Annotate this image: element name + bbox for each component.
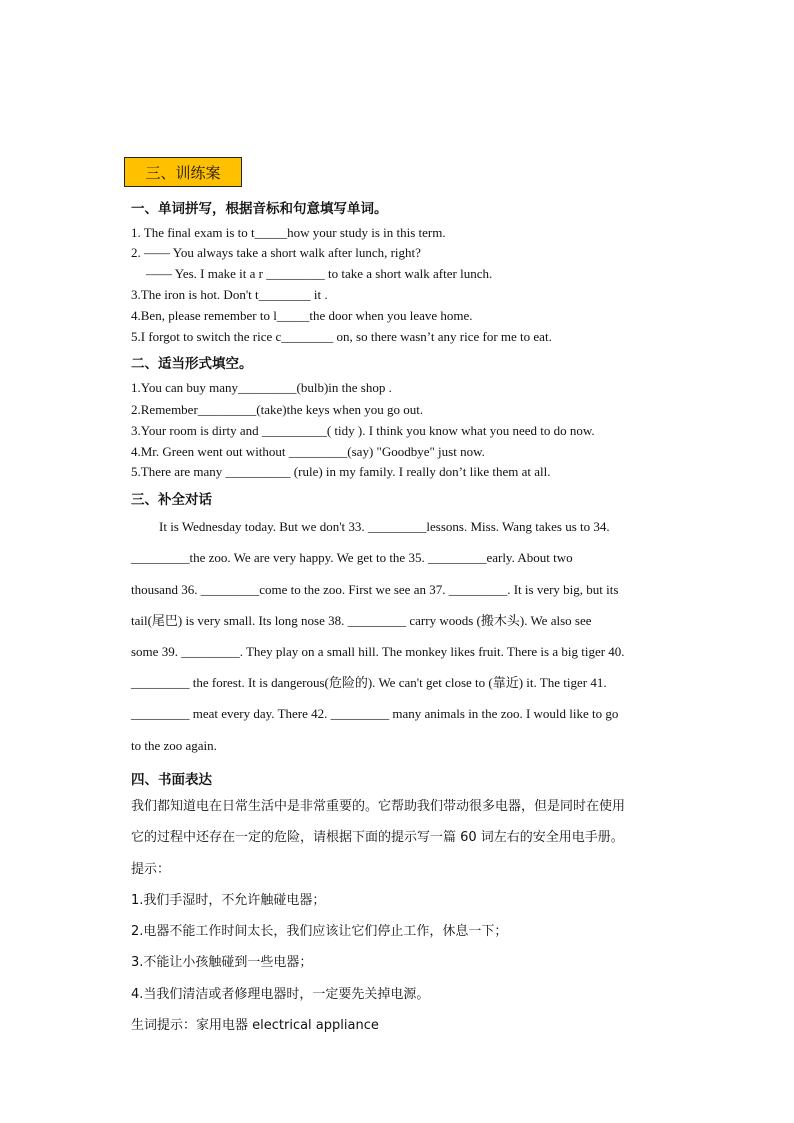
part1-item-4: 4.Ben, please remember to l_____the door when you leave home.: [131, 308, 473, 323]
part2-item-3: 3.Your room is dirty and __________( tidy ). I think you know what you need to do now.: [131, 423, 595, 438]
part4-line-4: 1.我们手湿时，不允许触碰电器；: [131, 893, 326, 908]
part4-line-7: 4.当我们清洁或者修理电器时，一定要先关掉电源。: [131, 987, 430, 1002]
part2-item-2: 2.Remember_________(take)the keys when you go out.: [131, 402, 424, 417]
part2-item-4: 4.Mr. Green went out without _________(say) "Goodbye" just now.: [131, 444, 485, 459]
part1-heading: 一、单词拼写，根据音标和句意填写单词。: [131, 201, 388, 217]
part4-line-6: 3.不能让小孩触碰到一些电器；: [131, 955, 313, 970]
part3-line-7: _________ meat every day. There 42. _________ many animals in the zoo. I would like to go: [131, 706, 619, 721]
part4-line-5: 2.电器不能工作时间太长，我们应该让它们停止工作，休息一下；: [131, 924, 508, 939]
part1-item-1: 1. The final exam is to t_____how your study is in this term.: [131, 225, 446, 240]
part1-item-3: 3.The iron is hot. Don't t________ it .: [131, 287, 328, 302]
part1-item-2: 2. —— You always take a short walk after lunch, right?: [131, 245, 421, 260]
part4-line-8: 生词提示：家用电器 electrical appliance: [131, 1018, 379, 1033]
part3-line-2: _________the zoo. We are very happy. We get to the 35. _________early. About two: [131, 550, 573, 565]
part4-heading: 四、书面表达: [131, 772, 212, 788]
part3-heading: 三、补全对话: [131, 492, 212, 508]
part3-line-1: It is Wednesday today. But we don't 33. _________lessons. Miss. Wang takes us to 34.: [159, 519, 610, 534]
part2-heading: 二、适当形式填空。: [131, 356, 253, 372]
part1-item-2-reply: —— Yes. I make it a r _________ to take a short walk after lunch.: [146, 266, 493, 281]
part3-line-6: _________ the forest. It is dangerous(危险的). We can't get close to (靠近) it. The tiger 41.: [131, 675, 607, 690]
part4-line-3: 提示：: [131, 862, 171, 877]
part4-line-1: 我们都知道电在日常生活中是非常重要的。它帮助我们带动很多电器，但是同时在使用: [131, 799, 626, 814]
part4-line-2: 它的过程中还存在一定的危险，请根据下面的提示写一篇 60 词左右的安全用电手册。: [131, 830, 624, 845]
part3-line-4: tail(尾巴) is very small. Its long nose 38. _________ carry woods (搬木头). We also see: [131, 613, 592, 628]
part3-line-3: thousand 36. _________come to the zoo. First we see an 37. _________. It is very big, but its: [131, 582, 619, 597]
part1-item-5: 5.I forgot to switch the rice c________ on, so there wasn’t any rice for me to eat.: [131, 329, 552, 344]
part3-line-8: to the zoo again.: [131, 738, 217, 753]
section-title: 三、训练案: [124, 157, 242, 187]
part2-item-5: 5.There are many __________ (rule) in my family. I really don’t like them at all.: [131, 464, 551, 479]
part3-line-5: some 39. _________. They play on a small hill. The monkey likes fruit. There is a big tiger 40.: [131, 644, 625, 659]
part2-item-1: 1.You can buy many_________(bulb)in the shop .: [131, 380, 392, 395]
